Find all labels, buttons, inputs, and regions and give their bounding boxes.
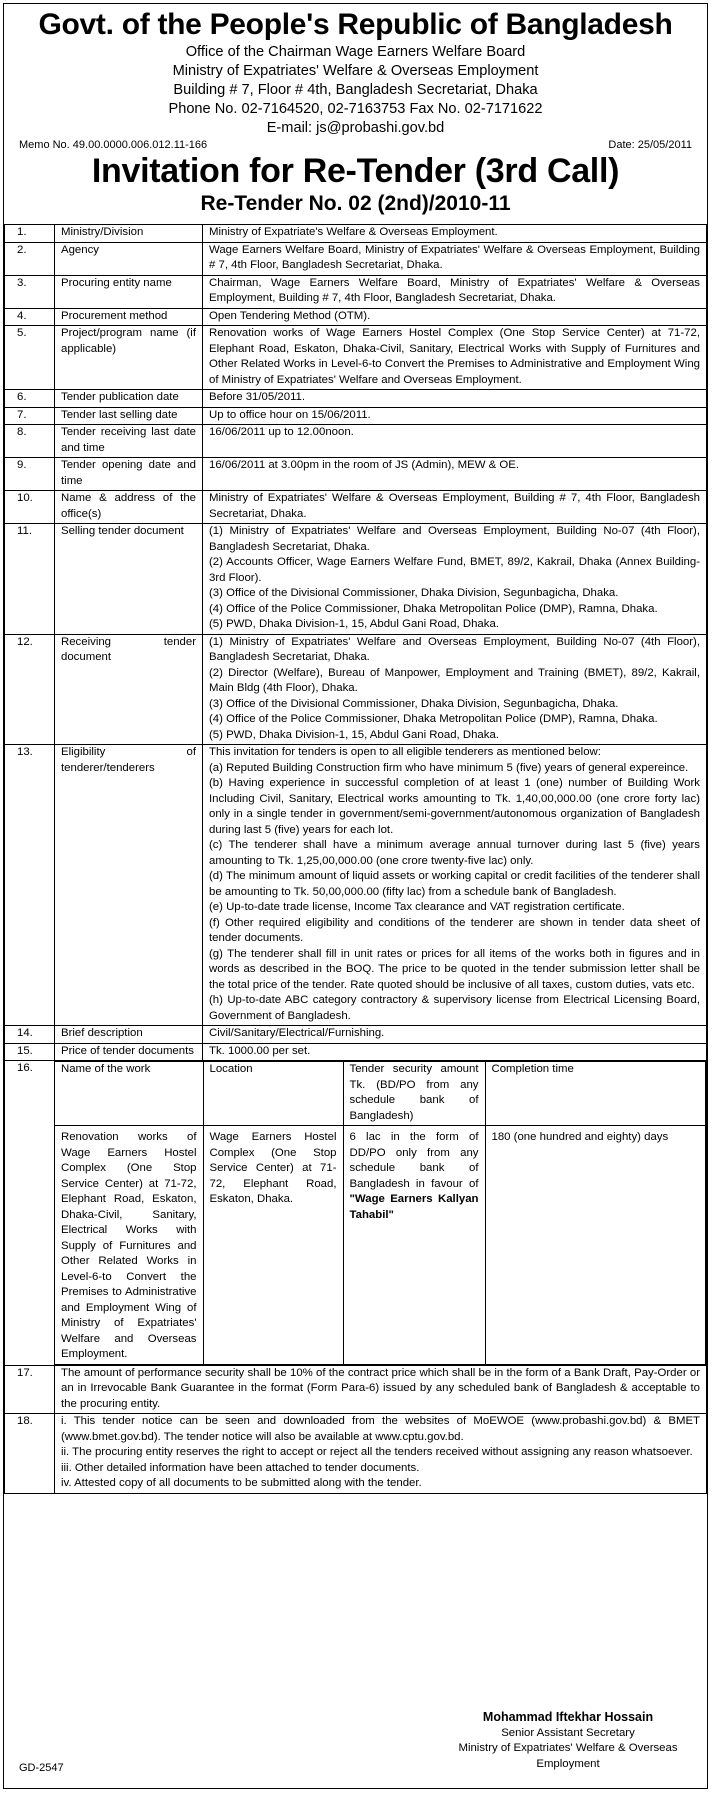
row-value — [203, 1026, 707, 1044]
row-label: Eligibility of tenderer/tenderers — [55, 745, 203, 1026]
value-paragraph: Wage Earners Welfare Board, Ministry of Expatriates' Welfare & Overseas Employment, Building # 7, 4th Floor, Bangladesh Secretariat, Dhaka. — [209, 243, 700, 271]
work-schedule-table — [55, 1061, 706, 1365]
address-line: Building # 7, Floor # 4th, Bangladesh Secretariat, Dhaka — [173, 82, 538, 98]
row-label: Procuring entity name — [55, 275, 203, 308]
row-number: 16. — [5, 1061, 55, 1366]
value-paragraph: (3) Office of the Divisional Commissioner, Dhaka Division, Segunbagicha, Dhaka. — [209, 697, 619, 710]
row-value — [203, 326, 707, 390]
row-value — [203, 745, 707, 1026]
row-number: 10. — [5, 491, 55, 524]
value-paragraph: (1) Ministry of Expatriates' Welfare and Overseas Employment, Building No-07 (4th Floor), Bangladesh Secretariat, Dhaka. — [209, 635, 700, 663]
note-item: i. This tender notice can be seen and downloaded from the websites of MoEWOE (www.probashi.gov.bd) & BMET (www.bmet.gov.bd). The tender notice will also be available at www.cptu.gov.bd. — [61, 1415, 700, 1443]
government-title: Govt. of the People's Republic of Bangladesh — [38, 8, 673, 41]
note-item: iv. Attested copy of all documents to be submitted along with the tender. — [61, 1477, 422, 1489]
table-row — [5, 1043, 707, 1061]
row-value — [203, 242, 707, 275]
work-location-header: Location — [203, 1062, 343, 1126]
row-label: Name & address of the office(s) — [55, 491, 203, 524]
notice-header — [4, 4, 707, 138]
row-label: Price of tender documents — [55, 1043, 203, 1061]
ministry-line: Ministry of Expatriates' Welfare & Overseas Employment — [172, 63, 539, 79]
work-name: Renovation works of Wage Earners Hostel Complex (One Stop Service Center) at 71-72, Elephant Road, Eskaton, Dhaka-Civil, Sanitary, Electrical Works with Supply of Furnitures and Other Related Works in Level-6-to Convert the Premises to Administrative and Employment Wing of Ministry of Expatriates' Welfare and Overseas Employment. — [55, 1126, 203, 1365]
value-paragraph: (g) The tenderer shall fill in unit rates or prices for all items of the works both in figures and in words as described in the BOQ. The price to be quoted in the tender submission letter shall be the total price of the tender. Rate quoted should be inclusive of all taxes, custom duties, vats etc. — [209, 947, 700, 991]
row-value — [203, 308, 707, 326]
row-label: Brief description — [55, 1026, 203, 1044]
row-value — [203, 425, 707, 458]
work-location: Wage Earners Hostel Complex (One Stop Service Center) at 71-72, Elephant Road, Eskaton, Dhaka. — [203, 1126, 343, 1365]
value-paragraph: Up to office hour on 15/06/2011. — [209, 408, 371, 421]
table-row — [5, 390, 707, 408]
work-header-row — [55, 1062, 706, 1126]
value-paragraph: (5) PWD, Dhaka Division-1, 15, Abdul Gani Road, Dhaka. — [209, 728, 499, 741]
row-label: Tender last selling date — [55, 407, 203, 425]
row-value — [203, 225, 707, 243]
tender-details-table — [4, 224, 707, 1494]
row-number: 4. — [5, 308, 55, 326]
value-paragraph: Ministry of Expatriates' Welfare & Overseas Employment, Building # 7, 4th Floor, Bangladesh Secretariat, Dhaka. — [209, 492, 700, 520]
value-paragraph: (2) Director (Welfare), Bureau of Manpower, Employment and Training (BMET), 89/2, Kakrail, Main Bldg (4th Floor), Dhaka. — [209, 666, 700, 694]
row-label: Tender opening date and time — [55, 458, 203, 491]
value-paragraph: Ministry of Expatriate's Welfare & Overseas Employment. — [209, 226, 498, 238]
row-label: Ministry/Division — [55, 225, 203, 243]
signature-block — [453, 1710, 683, 1772]
row-value — [203, 458, 707, 491]
tender-number: Re-Tender No. 02 (2nd)/2010-11 — [200, 192, 511, 215]
notice-title: Invitation for Re-Tender (3rd Call) — [91, 152, 620, 190]
table-row — [5, 634, 707, 745]
footer-code: GD-2547 — [19, 1762, 64, 1774]
table-row — [5, 491, 707, 524]
row-label: Tender publication date — [55, 390, 203, 408]
performance-security-text: The amount of performance security shall be 10% of the contract price which shall be in the form of a Bank Draft, Pay-Order or an in Irrevocable Bank Guarantee in the format (Form Para-6) issued by any scheduled bank of Bangladesh & acceptable to the procuring entity. — [55, 1365, 707, 1414]
value-paragraph: (c) The tenderer shall have a minimum average annual turnover during last 5 (five) years amounting to Tk. 1,25,00,000.00 (one crore twenty-five lac) only. — [209, 839, 700, 867]
row-number: 15. — [5, 1043, 55, 1061]
row-number: 11. — [5, 524, 55, 635]
signatory-office: Ministry of Expatriates' Welfare & Overseas Employment — [458, 1742, 678, 1770]
security-text: 6 lac in the form of DD/PO only from any schedule bank of Bangladesh in favour of — [349, 1131, 479, 1190]
row-label: Procurement method — [55, 308, 203, 326]
value-paragraph: (4) Office of the Police Commissioner, Dhaka Metropolitan Police (DMP), Ramna, Dhaka. — [209, 713, 658, 725]
row-number: 1. — [5, 225, 55, 243]
table-row — [5, 275, 707, 308]
value-paragraph: Renovation works of Wage Earners Hostel Complex (One Stop Service Center) at 71-72, Elephant Road, Eskaton, Dhaka-Civil, Sanitary, Electrical Works with Supply of Furnitures and Other Related Works in Level-6-to Convert the Premises to Administrative and Employment Wing of Ministry of Expatriates' Welfare and Overseas Employment. — [209, 327, 700, 386]
value-paragraph: Civil/Sanitary/Electrical/Furnishing. — [209, 1027, 385, 1039]
memo-row — [4, 138, 707, 152]
table-row — [5, 425, 707, 458]
value-paragraph: (5) PWD, Dhaka Division-1, 15, Abdul Gani Road, Dhaka. — [209, 618, 499, 630]
table-row — [5, 326, 707, 390]
value-paragraph: 16/06/2011 at 3.00pm in the room of JS (Admin), MEW & OE. — [209, 459, 520, 471]
work-completion-header: Completion time — [485, 1062, 706, 1126]
row-label: Selling tender document — [55, 524, 203, 635]
row-value — [203, 390, 707, 408]
work-name-header: Name of the work — [55, 1062, 203, 1126]
row-number: 12. — [5, 634, 55, 745]
row-value — [203, 407, 707, 425]
work-completion: 180 (one hundred and eighty) days — [485, 1126, 706, 1365]
row-number: 2. — [5, 242, 55, 275]
table-row — [5, 407, 707, 425]
row-number: 8. — [5, 425, 55, 458]
row-number: 14. — [5, 1026, 55, 1044]
value-paragraph: Tk. 1000.00 per set. — [209, 1044, 311, 1057]
table-row — [5, 524, 707, 635]
table-row — [5, 242, 707, 275]
value-paragraph: (a) Reputed Building Construction firm who have minimum 5 (five) years of general expereince. — [209, 761, 689, 774]
row-label: Receiving tender document — [55, 634, 203, 745]
value-paragraph: (h) Up-to-date ABC category contractory & supervisory license from Electrical Licensing Board, Government of Bangladesh. — [209, 994, 700, 1022]
office-line: Office of the Chairman Wage Earners Welfare Board — [185, 44, 526, 60]
table-row — [5, 458, 707, 491]
row-label: Agency — [55, 242, 203, 275]
row-number: 3. — [5, 275, 55, 308]
row-value — [203, 1043, 707, 1061]
work-schedule-cell — [55, 1061, 707, 1366]
value-paragraph: (d) The minimum amount of liquid assets or working capital or credit facilities of the tenderer shall be amounting to Tk. 50,00,000.00 (fifty lac) from a schedule bank of Bangladesh. — [209, 870, 700, 898]
work-security-header: Tender security amount Tk. (BD/PO from any schedule bank of Bangladesh) — [343, 1062, 485, 1126]
row-value — [203, 524, 707, 635]
signatory-name: Mohammad Iftekhar Hossain — [482, 1710, 654, 1724]
note-item: ii. The procuring entity reserves the right to accept or reject all the tenders received without assigning any reason whatsoever. — [61, 1446, 693, 1458]
security-payee: "Wage Earners Kallyan Tahabil" — [349, 1193, 479, 1221]
row-number: 7. — [5, 407, 55, 425]
memo-number: Memo No. 49.00.0000.006.012.11-166 — [19, 139, 208, 151]
value-paragraph: Open Tendering Method (OTM). — [209, 309, 371, 322]
row-label: Tender receiving last date and time — [55, 425, 203, 458]
value-paragraph: This invitation for tenders is open to all eligible tenderers as mentioned below: — [209, 746, 601, 758]
row-number: 17. — [5, 1365, 55, 1414]
value-paragraph: 16/06/2011 up to 12.00noon. — [209, 426, 354, 438]
email-line: E-mail: js@probashi.gov.bd — [266, 120, 445, 136]
phone-line: Phone No. 02-7164520, 02-7163753 Fax No. 02-7171622 — [168, 101, 543, 117]
row-number: 5. — [5, 326, 55, 390]
signatory-designation: Senior Assistant Secretary — [501, 1726, 635, 1739]
row-number: 18. — [5, 1414, 55, 1494]
table-row — [5, 745, 707, 1026]
value-paragraph: (b) Having experience in successful completion of at least 1 (one) number of Building Work Including Civil, Sanitary, Electrical works amounting to Tk. 1,40,00,000.00 (one crore forty lac) only in a single tender in government/semi-government/autonomous organization of Bangladesh during last 5 (five) years for each lot. — [209, 777, 700, 836]
table-row — [5, 1365, 707, 1414]
notes-cell — [55, 1414, 707, 1494]
table-row — [5, 1061, 707, 1366]
row-number: 9. — [5, 458, 55, 491]
row-value — [203, 491, 707, 524]
value-paragraph: (1) Ministry of Expatriates' Welfare and Overseas Employment, Building No-07 (4th Floor), Bangladesh Secretariat, Dhaka. — [209, 525, 700, 553]
value-paragraph: Before 31/05/2011. — [209, 391, 306, 403]
value-paragraph: (f) Other required eligibility and conditions of the tenderer are shown in tender data sheet of tender documents. — [209, 916, 700, 944]
notice-date: Date: 25/05/2011 — [608, 139, 692, 151]
table-row — [5, 1026, 707, 1044]
value-paragraph: Chairman, Wage Earners Welfare Board, Ministry of Expatriates' Welfare & Overseas Employment, Building # 7, 4th Floor, Bangladesh Secretariat, Dhaka. — [209, 276, 700, 304]
row-number: 13. — [5, 745, 55, 1026]
value-paragraph: (3) Office of the Divisional Commissioner, Dhaka Division, Segunbagicha, Dhaka. — [209, 587, 619, 599]
table-row — [5, 1414, 707, 1494]
row-label: Project/program name (if applicable) — [55, 326, 203, 390]
value-paragraph: (e) Up-to-date trade license, Income Tax clearance and VAT registration certificate. — [209, 901, 625, 913]
value-paragraph: (4) Office of the Police Commissioner, Dhaka Metropolitan Police (DMP), Ramna, Dhaka. — [209, 602, 658, 615]
note-item: iii. Other detailed information have been attached to tender documents. — [61, 1461, 420, 1474]
row-value — [203, 634, 707, 745]
work-data-row — [55, 1126, 706, 1365]
tender-notice — [3, 3, 708, 1789]
table-row — [5, 308, 707, 326]
value-paragraph: (2) Accounts Officer, Wage Earners Welfare Fund, BMET, 89/2, Kakrail, Dhaka (Annex Building-3rd Floor). — [209, 556, 700, 584]
row-value — [203, 275, 707, 308]
row-number: 6. — [5, 390, 55, 408]
work-security — [343, 1126, 485, 1365]
table-row — [5, 225, 707, 243]
